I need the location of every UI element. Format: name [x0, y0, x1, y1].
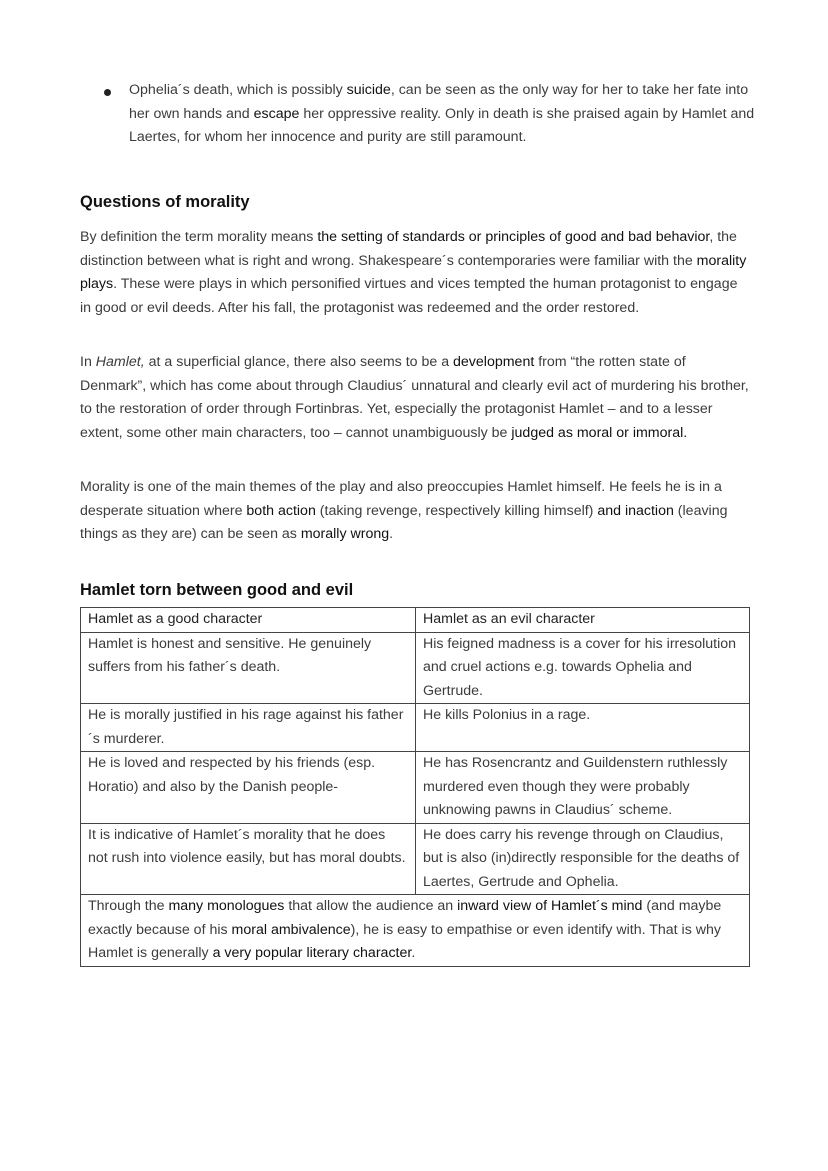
paragraph-morality-theme: Morality is one of the main themes of the play and also preoccupies Hamlet himself. He feels he is in a desperate situation where both action (taking revenge, respectively killing himself) and inaction (leaving things as they are) can be seen as morally wrong.	[80, 479, 728, 542]
table-header-row	[81, 608, 750, 633]
table-cell: He is loved and respected by his friends (esp. Horatio) and also by the Danish people-	[81, 752, 416, 824]
table-cell: It is indicative of Hamlet´s morality that he does not rush into violence easily, but has moral doubts.	[81, 823, 416, 895]
bullet-list-item	[80, 79, 760, 150]
paragraph-definition: By definition the term morality means the setting of standards or principles of good and bad behavior, the distinction between what is right and wrong. Shakespeare´s contemporaries were familiar with the morality plays. These were plays in which personified virtues and vices tempted the human protagonist to engage in good or evil deeds. After his fall, the protagonist was redeemed and the order restored.	[80, 229, 747, 316]
bullet-icon	[104, 89, 111, 96]
bullet-text: Ophelia´s death, which is possibly suicide, can be seen as the only way for her to take her fate into her own hands and escape her oppressive reality. Only in death is she praised again by Hamlet and Laertes, for whom her innocence and purity are still paramount.	[129, 82, 755, 145]
table-cell: He does carry his revenge through on Claudius, but is also (in)directly responsible for the deaths of Laertes, Gertrude and Ophelia.	[416, 823, 750, 895]
table-cell: He has Rosencrantz and Guildenstern ruthlessly murdered even though they were probably unknowing pawns in Claudius´ scheme.	[416, 752, 750, 824]
table-cell: He kills Polonius in a rage.	[416, 704, 750, 752]
paragraph-hamlet-development: In Hamlet, at a superficial glance, there also seems to be a development from “the rotten state of Denmark”, which has come about through Claudius´ unnatural and clearly evil act of murdering his brother, to the restoration of order through Fortinbras. Yet, especially the protagonist Hamlet – and to a lesser extent, some other main characters, too – cannot unambiguously be judged as moral or immoral.	[80, 354, 749, 441]
table-footer-row	[81, 895, 750, 967]
table-cell: Hamlet is honest and sensitive. He genuinely suffers from his father´s death.	[81, 632, 416, 704]
emphasis-suicide: suicide	[346, 82, 391, 98]
table-heading: Hamlet torn between good and evil	[80, 581, 354, 599]
table-row	[81, 752, 750, 824]
header-good: Hamlet as a good character	[81, 608, 416, 633]
table-summary-cell: Through the many monologues that allow the audience an inward view of Hamlet´s mind (and maybe exactly because of his moral ambivalence), he is easy to empathise or even identify with. That is why Hamlet is generally a very popular literary character.	[81, 895, 750, 967]
table-row	[81, 704, 750, 752]
header-evil: Hamlet as an evil character	[416, 608, 750, 633]
table-row	[81, 823, 750, 895]
emphasis-escape: escape	[253, 105, 300, 122]
section-heading: Questions of morality	[80, 193, 250, 211]
table-cell: He is morally justified in his rage against his father´s murderer.	[81, 704, 416, 752]
table-cell: His feigned madness is a cover for his irresolution and cruel actions e.g. towards Ophelia and Gertrude.	[416, 632, 750, 704]
good-evil-table	[80, 607, 750, 967]
table-row	[81, 632, 750, 704]
